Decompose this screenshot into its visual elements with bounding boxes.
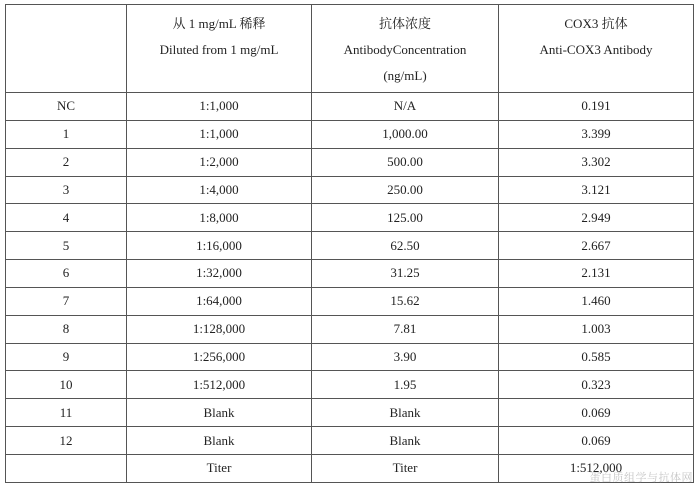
- titer-label-concentration: Titer: [312, 454, 499, 482]
- concentration-cell: Blank: [312, 427, 499, 455]
- table-row: [6, 176, 694, 204]
- table-row: [6, 120, 694, 148]
- signal-cell: 0.069: [499, 399, 694, 427]
- concentration-cell: 62.50: [312, 232, 499, 260]
- header-concentration-en: AntibodyConcentration: [343, 42, 467, 57]
- signal-cell: 2.131: [499, 260, 694, 288]
- concentration-cell: 1.95: [312, 371, 499, 399]
- dilution-cell: 1:1,000: [127, 93, 312, 121]
- dilution-cell: 1:256,000: [127, 343, 312, 371]
- titer-value: 1:512,000: [499, 454, 694, 482]
- table-row: [6, 204, 694, 232]
- row-label: 2: [6, 148, 127, 176]
- header-row: [6, 5, 694, 93]
- row-label: 5: [6, 232, 127, 260]
- row-label: 9: [6, 343, 127, 371]
- signal-cell: 0.191: [499, 93, 694, 121]
- concentration-cell: 7.81: [312, 315, 499, 343]
- concentration-cell: 15.62: [312, 287, 499, 315]
- table-body: [6, 93, 694, 483]
- table-row: [6, 315, 694, 343]
- row-label: 10: [6, 371, 127, 399]
- concentration-cell: N/A: [312, 93, 499, 121]
- header-cell-concentration: [312, 5, 499, 93]
- dilution-cell: 1:2,000: [127, 148, 312, 176]
- row-label: NC: [6, 93, 127, 121]
- concentration-cell: 1,000.00: [312, 120, 499, 148]
- concentration-cell: 3.90: [312, 343, 499, 371]
- dilution-cell: 1:512,000: [127, 371, 312, 399]
- header-antibody-zh: COX3 抗体: [564, 16, 628, 31]
- header-concentration-zh: 抗体浓度: [378, 16, 431, 31]
- dilution-cell: 1:1,000: [127, 120, 312, 148]
- table-row: [6, 371, 694, 399]
- row-label: 6: [6, 260, 127, 288]
- watermark: 蛋白质组学与抗体网: [589, 471, 693, 484]
- table-row: [6, 287, 694, 315]
- signal-cell: 2.949: [499, 204, 694, 232]
- dilution-cell: 1:4,000: [127, 176, 312, 204]
- table-row: [6, 93, 694, 121]
- signal-cell: 0.585: [499, 343, 694, 371]
- signal-cell: 0.069: [499, 427, 694, 455]
- header-antibody-en: Anti-COX3 Antibody: [539, 42, 653, 57]
- dilution-cell: 1:64,000: [127, 287, 312, 315]
- dilution-cell: 1:8,000: [127, 204, 312, 232]
- concentration-cell: 31.25: [312, 260, 499, 288]
- dilution-cell: Blank: [127, 427, 312, 455]
- header-cell-index: [6, 5, 127, 93]
- row-label: 12: [6, 427, 127, 455]
- header-concentration-unit: (ng/mL): [383, 68, 427, 83]
- signal-cell: 3.121: [499, 176, 694, 204]
- concentration-cell: 500.00: [312, 148, 499, 176]
- header-dilution-zh: 从 1 mg/mL 稀释: [172, 16, 266, 31]
- dilution-cell: 1:16,000: [127, 232, 312, 260]
- header-cell-antibody: [499, 5, 694, 93]
- antibody-titer-table: [5, 4, 694, 483]
- header-dilution-en: Diluted from 1 mg/mL: [159, 42, 279, 57]
- signal-cell: 2.667: [499, 232, 694, 260]
- table-row: [6, 427, 694, 455]
- row-label: 8: [6, 315, 127, 343]
- concentration-cell: Blank: [312, 399, 499, 427]
- row-label: 7: [6, 287, 127, 315]
- titer-label-dilution: Titer: [127, 454, 312, 482]
- signal-cell: 0.323: [499, 371, 694, 399]
- dilution-cell: 1:128,000: [127, 315, 312, 343]
- signal-cell: 1.003: [499, 315, 694, 343]
- table-row: [6, 148, 694, 176]
- antibody-titer-table-container: [5, 4, 693, 483]
- table-row: [6, 232, 694, 260]
- dilution-cell: 1:32,000: [127, 260, 312, 288]
- concentration-cell: 250.00: [312, 176, 499, 204]
- row-label: 11: [6, 399, 127, 427]
- table-row: [6, 343, 694, 371]
- concentration-cell: 125.00: [312, 204, 499, 232]
- signal-cell: 3.302: [499, 148, 694, 176]
- table-row: [6, 260, 694, 288]
- header-cell-dilution: [127, 5, 312, 93]
- dilution-cell: Blank: [127, 399, 312, 427]
- signal-cell: 3.399: [499, 120, 694, 148]
- row-label: 1: [6, 120, 127, 148]
- table-row: [6, 399, 694, 427]
- row-label: 3: [6, 176, 127, 204]
- row-label: 4: [6, 204, 127, 232]
- row-label: [6, 454, 127, 482]
- signal-cell: 1.460: [499, 287, 694, 315]
